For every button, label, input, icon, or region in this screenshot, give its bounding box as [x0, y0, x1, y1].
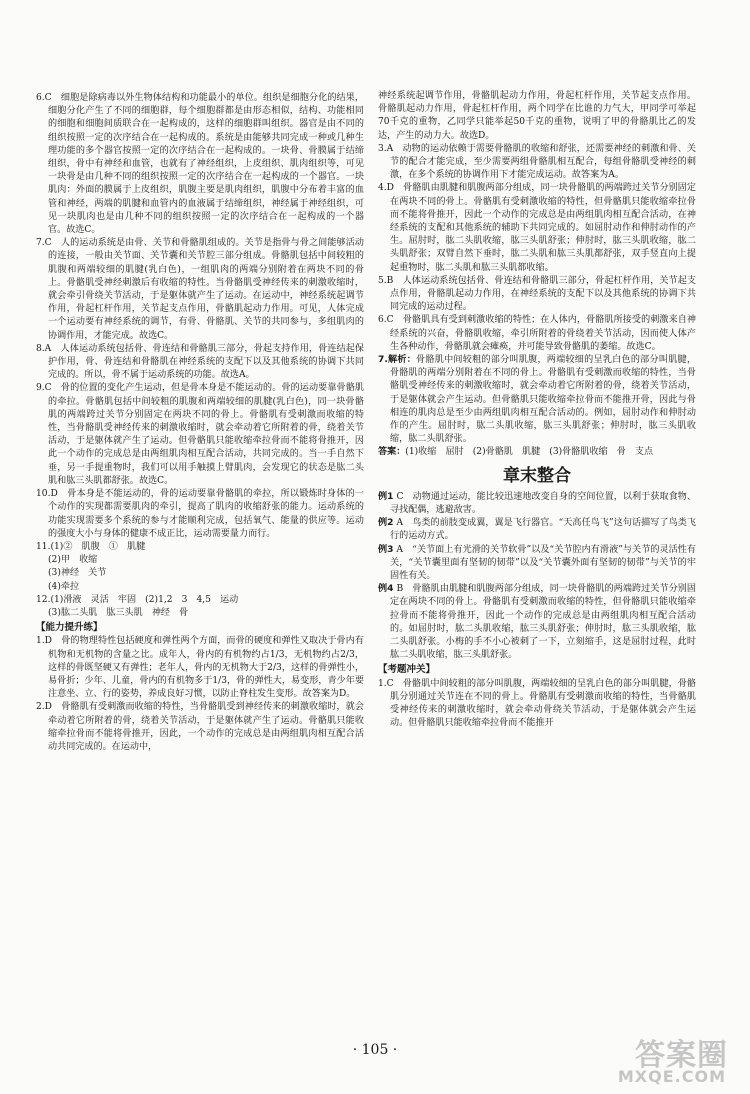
left-column [36, 92, 364, 754]
section-exam-heading: 【考题冲关】 [378, 664, 436, 676]
ability-answer-7 [378, 354, 696, 446]
answer-6: 6.C 细胞是除病毒以外生物体结构和功能最小的单位。组织是细胞分化的结果，细胞分化产生了不同的细胞群，每个细胞群都是由形态相似，结构、功能相同的细胞和细胞间质联合在一起构成的，这样的细胞群叫组织。器官是由不同的组织按照一定的次序结合在一起构成的。系统是由能够共同完成一种或几种生理功能的多个器官按照一定的次序结合在一起构成的。一块骨、骨膜属于结缔组织，骨中有神经和血管，也就有了神经组织，上皮组织、肌肉组织等，可见一块骨是由几种不同的组织按照一定的次序结合在一起构成的一个器官。一块肌肉：外面的膜属于上皮组织，肌腹主要是肌肉组织，肌腹中分布着丰富的血管和神经，两端的肌腱和血管内的血液属于结缔组织，神经属于神经组织，可见一块肌肉也是由几种不同的组织按照一定的次序结合在一起构成的一个器官。故选C。 [36, 93, 364, 236]
ability-answer-3: 3.A 动物的运动依赖于需要骨骼肌的收缩和舒张，还需要神经的刺激和骨、关节的配合才能完成，至少需要两组骨骼肌相互配合，每组骨骼肌受神经的刺激，在多个系统的协调作用下才能完成运动。故答案为A。 [378, 143, 696, 181]
ability-answer-5: 5.B 人体运动系统包括骨、骨连结和骨骼肌三部分，骨起杠杆作用，关节起支点作用，骨骼肌起动力作用，在神经系统的支配下以及其他系统的协调下共同完成的运动过程。 [378, 275, 696, 313]
answer-10: 10.D 骨本身是不能运动的，骨的运动要靠骨骼肌的牵拉，所以锻炼时身体的一个动作的实现都需要肌肉的牵引，提高了肌肉的收缩舒张的能力。运动系统的功能实现需要多个系统的参与才能顺利完成，包括氧气、能量的供应等。运动的强度大小与身体的健康不成正比，运动需要量力而行。 [36, 489, 364, 539]
ability-answer-2-continued: 神经系统起调节作用，骨骼肌起动力作用，骨起杠杆作用，关节起支点作用。骨骼肌起动力作用，骨起杠杆作用，两个同学在比谁的力气大，甲同学可举起70千克的重物，乙同学只能举起50千克的重物，说明了甲的骨骼肌比乙的发达，产生的动力大。故选D。 [378, 91, 696, 141]
ability-answer-4: 4.D 骨骼肌由肌腱和肌腹两部分组成，同一块骨骼肌的两端跨过关节分别固定在两块不同的骨上。骨骼肌有受刺激收缩的特性，但骨骼肌只能收缩牵拉骨而不能将骨推开，因此一个动作的完成总是由两组肌肉相互配合活动，在神经系统的支配和其他系统的辅助下共同完成的。如屈肘动作和伸肘动作的产生。屈肘时，肱二头肌收缩，肱三头肌舒张；伸肘时，肱三头肌收缩，肱二头肌舒张；双臂自然下垂时，肱二头肌和肱三头肌都舒张，双手竖直向上提起重物时，肱二头肌和肱三头肌都收缩。 [378, 183, 696, 273]
answer-12-line1: 12.(1)滑液 灵活 牢固 (2)1,2 3 4,5 运动 [36, 594, 239, 605]
answer-11-line2: (2)甲 收缩 [48, 555, 98, 566]
example-1 [378, 491, 696, 517]
ability-answer-2: 2.D 骨骼肌有受刺激而收缩的特性，当骨骼肌受到神经传来的刺激收缩时，就会牵动着它所附着的骨，绕着关节活动，于是躯体就产生了运动。骨骼肌只能收缩牵拉骨而不能将骨推开，因此，一个动作的完成总是由两组肌肉相互配合活动共同完成的。在运动中， [36, 702, 364, 752]
analysis-label: 7.解析： [378, 355, 417, 366]
answer-9: 9.C 骨的位置的变化产生运动，但是骨本身是不能运动的。骨的运动要靠骨骼肌的牵拉。骨骼肌包括中间较粗的肌腹和两端较细的肌腱(乳白色)，同一块骨骼肌的两端跨过关节分别固定在两块不同的骨上。骨骼肌有受刺激而收缩的特性，当骨骼肌受神经传来的刺激收缩时，就会牵动着它所附着的骨，绕着关节活动，于是躯体就产生了运动。但骨骼肌只能收缩牵拉骨而不能将骨推开，因此一个动作的完成总是由两组肌肉相互配合活动，共同完成的。当一手自然下垂，另一手提重物时，我们可以用手触摸上臂肌肉，会发现它的状态是肱二头肌和肱三头肌都舒张。故选C。 [36, 383, 364, 486]
answer-line-7 [378, 446, 696, 459]
right-column [378, 90, 696, 730]
example-1-label: 例1 [378, 491, 394, 502]
example-3-label: 例3 [378, 544, 394, 555]
example-2-label: 例2 [378, 518, 394, 529]
answer-7: 7.C 人的运动系统是由骨、关节和骨骼肌组成的。关节是指骨与骨之间能够活动的连接，一般由关节面、关节囊和关节腔三部分组成。骨骼肌包括中间较粗的肌腹和两端较细的肌腱(乳白色)，一组肌肉的两端分别附着在两块不同的骨上。骨骼肌受神经刺激后有收缩的特性。当骨骼肌受神经传来的刺激收缩时，就会牵引骨绕关节活动，于是躯体就产生了运动。在运动中，神经系统起调节作用，骨起杠杆作用，关节起支点作用，骨骼肌起动力作用。可见，人体完成一个运动要有神经系统的调节，有骨、骨骼肌、关节的共同参与，多组肌肉的协调作用，才能完成。故选C。 [36, 238, 364, 341]
example-4 [378, 583, 696, 662]
watermark-url: MXQE.COM [617, 1067, 726, 1086]
example-4-text: B 骨骼肌由肌腱和肌腹两部分组成，同一块骨骼肌的两端跨过关节分别固定在两块不同的骨上。骨骼肌有受刺激而收缩的特性，但骨骼肌只能收缩牵拉骨而不能将骨推开，因此一个动作的完成总是由两组肌肉相互配合活动的。如屈肘时，肱二头肌收缩，肱三头肌舒张；伸肘时，肱三头肌收缩，肱二头肌舒张。小梅的手不小心被刺了一下，立刻缩手，这是屈肘过程，此时肱二头肌收缩，肱三头肌舒张。 [390, 584, 696, 661]
chapter-title: 章末整合 [503, 465, 571, 486]
answer-text: (1)收缩 屈肘 (2)骨骼肌 肌腱 (3)骨骼肌收缩 骨 支点 [405, 447, 654, 458]
answer-11-line1: 11.(1)② 肌腹 ① 肌腱 [36, 541, 146, 552]
watermark-logo [618, 1028, 736, 1088]
answer-label: 答案： [378, 447, 406, 458]
example-1-text: C 动物通过运动，能比较迅速地改变自身的空间位置，以利于获取食物、寻找配偶，逃避敌害。 [390, 491, 696, 515]
watermark-logo-text: 答案圈 [635, 1038, 728, 1073]
answer-12-line2: (3)肱二头肌 肱三头肌 神经 骨 [48, 607, 189, 618]
example-4-label: 例4 [378, 584, 394, 595]
example-3 [378, 544, 696, 584]
answer-11-line4: (4)牵拉 [48, 581, 80, 592]
section-ability-heading: 【能力提升练】 [36, 622, 103, 634]
page-number: · 105 · [352, 1042, 398, 1058]
ability-answer-6: 6.C 骨骼肌具有受到刺激收缩的特性；在人体内，骨骼肌所接受的刺激来自神经系统的兴奋，骨骼肌收缩，牵引所附着的骨绕着关节活动，因而使人体产生各种动作，骨骼肌就会瘫痪，并可能导致骨骼肌的萎缩。故选C。 [378, 315, 696, 352]
answer-8: 8.A 人体运动系统包括骨、骨连结和骨骼肌三部分，骨起支持作用，骨连结起保护作用，骨、骨连结和骨骼肌在神经系统的支配下以及其他系统的协调下共同完成的。所以，骨不属于运动系统的功能。故选A。 [36, 343, 364, 381]
exam-answer-1: 1.C 骨骼肌中间较粗的部分叫肌腹，两端较细的呈乳白色的部分叫肌腱，骨骼肌分别通过关节连在不同的骨上。骨骼肌有受刺激而收缩的特性，当骨骼肌受神经传来的刺激收缩时，就会牵动骨绕关节活动，于是躯体就会产生运动。但骨骼肌只能收缩牵拉骨而不能推开 [378, 678, 696, 729]
ability-answer-1: 1.D 骨的物理特性包括硬度和弹性两个方面，而骨的硬度和弹性又取决于骨内有机物和无机物的含量之比。成年人，骨内的有机物约占1/3，无机物约占2/3，这样的骨既坚硬又有弹性；老年人，骨内的无机物大于2/3，这样的骨弹性小，易骨折；少年、儿童，骨内的有机物多于1/3，骨的弹性大，易变形，青少年要注意坐、立、行的姿势，养成良好习惯，以防止脊柱发生变形。故答案为D。 [36, 636, 364, 700]
example-3-text: A “关节面上有光滑的关节软骨”以及“关节腔内有滑液”与关节的灵活性有关，“关节囊里面有坚韧的韧带”以及“关节囊外面有坚韧的韧带”与关节的牢固性有关。 [390, 544, 696, 581]
answer-11-line3: (3)神经 关节 [48, 568, 107, 579]
example-2-text: A 鸟类的前肢变成翼，翼是飞行器官。“天高任鸟飞”这句话描写了鸟类飞行的运动方式。 [390, 518, 696, 542]
analysis-text: 骨骼肌中间较粗的部分叫肌腹，两端较细的呈乳白色的部分叫肌腱，骨骼肌的两端分别附着在不同的骨上。骨骼肌有受刺激而收缩的特性，当骨骼肌受神经传来的刺激收缩时，就会牵动着它所附着的骨，绕着关节活动，于是躯体就会产生运动。但骨骼肌只能收缩牵拉骨而不能推开骨，因此与骨相连的肌肉总是至少由两组肌肉相互配合活动的。例如，屈肘动作和伸肘动作的产生。屈肘时，肱二头肌收缩，肱三头肌舒张；伸肘时，肱三头肌收缩，肱二头肌舒张。 [390, 355, 696, 445]
example-2 [378, 517, 696, 543]
